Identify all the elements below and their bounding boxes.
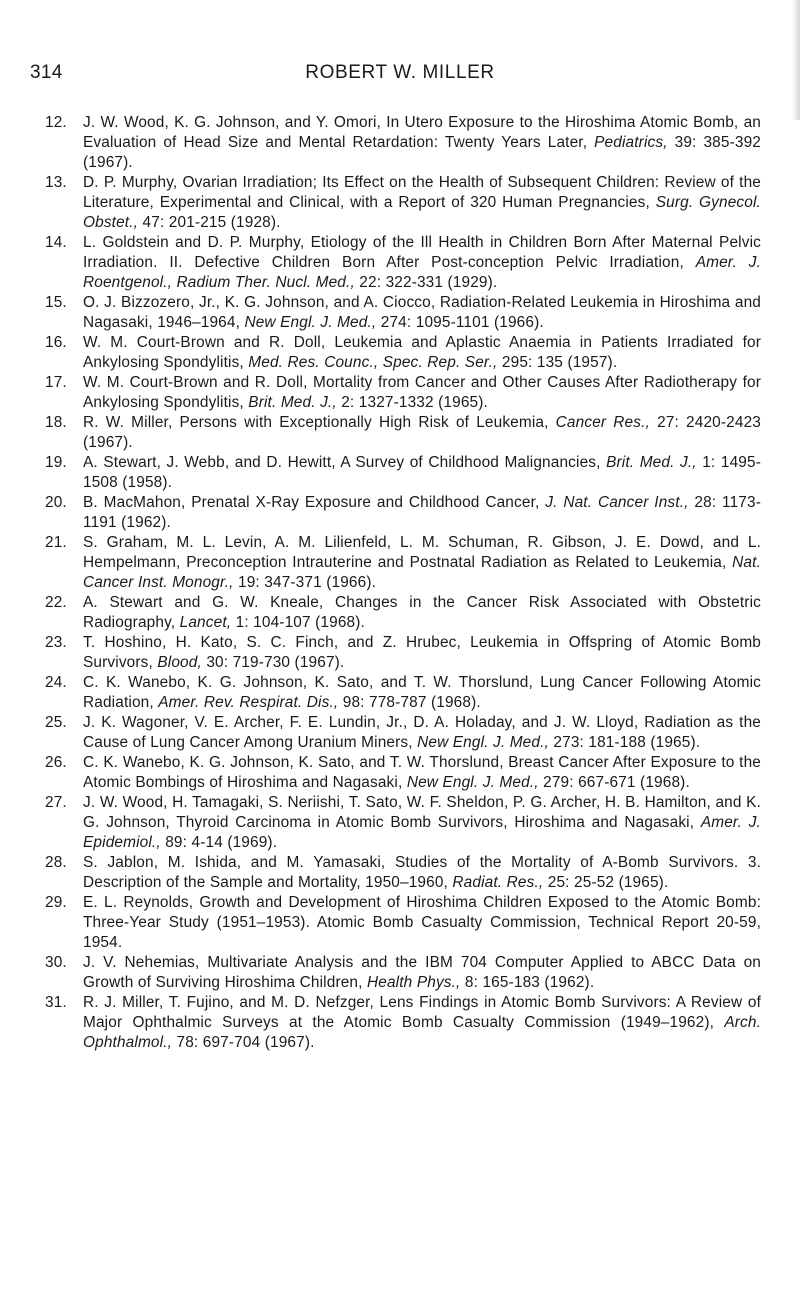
- reference-volume-pages: 47: 201-215 (1928).: [138, 214, 281, 231]
- reference-item: [45, 453, 761, 493]
- reference-citation: C. K. Wanebo, K. G. Johnson, K. Sato, and T. W. Thorslund, Lung Cancer Following Atomic Radiation,: [83, 674, 761, 711]
- reference-text: [83, 634, 761, 671]
- reference-citation: S. Jablon, M. Ishida, and M. Yamasaki, Studies of the Mortality of A-Bomb Survivors. 3. Description of the Sample and Mortality, 1950–1960,: [83, 854, 761, 891]
- reference-journal: Arch. Ophthalmol.,: [83, 1014, 761, 1051]
- reference-journal: Nat. Cancer Inst. Monogr.,: [83, 554, 761, 591]
- reference-item: [45, 633, 761, 673]
- reference-text: [83, 374, 761, 411]
- reference-number: 24.: [45, 674, 67, 691]
- reference-number: 18.: [45, 414, 67, 431]
- reference-journal: Med. Res. Counc., Spec. Rep. Ser.,: [248, 354, 498, 371]
- reference-item: [45, 993, 761, 1053]
- reference-volume-pages: 19: 347-371 (1966).: [233, 574, 377, 591]
- reference-journal: Lancet,: [179, 614, 232, 631]
- reference-citation: A. Stewart, J. Webb, and D. Hewitt, A Survey of Childhood Malignancies,: [83, 454, 607, 471]
- reference-journal: Surg. Gynecol. Obstet.,: [83, 194, 761, 231]
- reference-item: [45, 673, 761, 713]
- reference-journal: Brit. Med. J.,: [248, 394, 337, 411]
- reference-volume-pages: 1: 104-107 (1968).: [231, 614, 365, 631]
- reference-volume-pages: 39: 385-392 (1967).: [83, 134, 761, 171]
- reference-citation: O. J. Bizzozero, Jr., K. G. Johnson, and A. Ciocco, Radiation-Related Leukemia in Hiroshima and Nagasaki, 1946–1964,: [83, 294, 761, 331]
- reference-number: 25.: [45, 714, 67, 731]
- reference-journal: New Engl. J. Med.,: [406, 774, 539, 791]
- reference-item: [45, 753, 761, 793]
- reference-volume-pages: 27: 2420-2423 (1967).: [83, 414, 761, 451]
- reference-text: [83, 494, 761, 531]
- reference-number: 17.: [45, 374, 67, 391]
- reference-text: [83, 954, 761, 991]
- reference-text: [83, 674, 761, 711]
- page-number: 314: [30, 62, 63, 83]
- reference-volume-pages: 273: 181-188 (1965).: [548, 734, 701, 751]
- reference-text: [83, 794, 761, 851]
- reference-volume-pages: 30: 719-730 (1967).: [201, 654, 345, 671]
- reference-citation: E. L. Reynolds, Growth and Development of Hiroshima Children Exposed to the Atomic Bomb: Three-Year Study (1951–1953). Atomic Bomb Casualty Commission, Technical Report 20-59, 1954.: [83, 894, 761, 951]
- reference-number: 16.: [45, 334, 67, 351]
- reference-journal: Pediatrics,: [594, 134, 668, 151]
- reference-volume-pages: 25: 25-52 (1965).: [543, 874, 669, 891]
- reference-citation: A. Stewart and G. W. Kneale, Changes in the Cancer Risk Associated with Obstetric Radiography,: [83, 594, 761, 631]
- reference-citation: C. K. Wanebo, K. G. Johnson, K. Sato, and T. W. Thorslund, Breast Cancer After Exposure to the Atomic Bombings of Hiroshima and Nagasaki,: [83, 754, 761, 791]
- reference-volume-pages: 295: 135 (1957).: [497, 354, 618, 371]
- reference-item: [45, 113, 761, 173]
- reference-journal: New Engl. J. Med.,: [417, 734, 549, 751]
- reference-item: [45, 893, 761, 953]
- page-edge-shadow: [792, 0, 800, 120]
- reference-item: [45, 493, 761, 533]
- reference-journal: Amer. J. Roentgenol., Radium Ther. Nucl. Med.,: [83, 254, 761, 291]
- reference-text: [83, 754, 761, 791]
- reference-citation: W. M. Court-Brown and R. Doll, Mortality from Cancer and Other Causes After Radiotherapy for Ankylosing Spondylitis,: [83, 374, 761, 411]
- reference-journal: Brit. Med. J.,: [606, 454, 697, 471]
- reference-volume-pages: 8: 165-183 (1962).: [460, 974, 595, 991]
- reference-number: 31.: [45, 994, 67, 1011]
- reference-number: 30.: [45, 954, 67, 971]
- page-header: [30, 62, 770, 88]
- reference-item: [45, 713, 761, 753]
- reference-number: 14.: [45, 234, 67, 251]
- reference-item: [45, 533, 761, 593]
- reference-text: [83, 114, 761, 171]
- reference-item: [45, 333, 761, 373]
- reference-item: [45, 233, 761, 293]
- reference-text: [83, 594, 761, 631]
- reference-number: 12.: [45, 114, 67, 131]
- reference-journal: Radiat. Res.,: [452, 874, 544, 891]
- reference-volume-pages: 279: 667-671 (1968).: [538, 774, 690, 791]
- reference-citation: R. W. Miller, Persons with Exceptionally High Risk of Leukemia,: [83, 414, 556, 431]
- reference-journal: Blood,: [157, 654, 202, 671]
- reference-text: [83, 454, 761, 491]
- reference-item: [45, 373, 761, 413]
- reference-citation: J. K. Wagoner, V. E. Archer, F. E. Lundin, Jr., D. A. Holaday, and J. W. Lloyd, Radiation as the Cause of Lung Cancer Among Uranium Miners,: [83, 714, 761, 751]
- reference-item: [45, 853, 761, 893]
- reference-text: [83, 234, 761, 291]
- reference-text: [83, 714, 761, 751]
- reference-number: 13.: [45, 174, 67, 191]
- reference-number: 23.: [45, 634, 67, 651]
- reference-citation: D. P. Murphy, Ovarian Irradiation; Its Effect on the Health of Subsequent Children: Review of the Literature, Experimental and Clinical, with a Report of 320 Human Pregnancies,: [83, 174, 761, 211]
- reference-journal: Health Phys.,: [367, 974, 461, 991]
- reference-text: [83, 854, 761, 891]
- reference-volume-pages: 2: 1327-1332 (1965).: [336, 394, 488, 411]
- reference-text: [83, 174, 761, 231]
- reference-number: 20.: [45, 494, 67, 511]
- reference-journal: Cancer Res.,: [555, 414, 650, 431]
- reference-citation: J. W. Wood, H. Tamagaki, S. Neriishi, T. Sato, W. F. Sheldon, P. G. Archer, H. B. Hamilton, and K. G. Johnson, Thyroid Carcinoma in Atomic Bomb Survivors, Hiroshima and Nagasaki,: [83, 794, 761, 831]
- reference-item: [45, 953, 761, 993]
- reference-journal: Amer. Rev. Respirat. Dis.,: [158, 694, 339, 711]
- reference-text: [83, 414, 761, 451]
- reference-number: 26.: [45, 754, 67, 771]
- reference-volume-pages: 78: 697-704 (1967).: [172, 1034, 315, 1051]
- reference-journal: J. Nat. Cancer Inst.,: [545, 494, 689, 511]
- reference-citation: T. Hoshino, H. Kato, S. C. Finch, and Z. Hrubec, Leukemia in Offspring of Atomic Bomb Survivors,: [83, 634, 761, 671]
- reference-number: 29.: [45, 894, 67, 911]
- running-head: ROBERT W. MILLER: [305, 62, 495, 83]
- reference-text: [83, 294, 761, 331]
- reference-volume-pages: 98: 778-787 (1968).: [338, 694, 481, 711]
- reference-journal: Amer. J. Epidemiol.,: [83, 814, 761, 851]
- reference-item: [45, 793, 761, 853]
- reference-number: 15.: [45, 294, 67, 311]
- reference-list: [45, 113, 761, 1053]
- reference-item: [45, 293, 761, 333]
- reference-item: [45, 413, 761, 453]
- reference-item: [45, 173, 761, 233]
- reference-text: [83, 334, 761, 371]
- reference-volume-pages: 22: 322-331 (1929).: [354, 274, 498, 291]
- reference-citation: B. MacMahon, Prenatal X-Ray Exposure and Childhood Cancer,: [83, 494, 546, 511]
- reference-number: 19.: [45, 454, 67, 471]
- reference-citation: S. Graham, M. L. Levin, A. M. Lilienfeld, L. M. Schuman, R. Gibson, J. E. Dowd, and L. Hempelmann, Preconception Intrauterine and Postnatal Radiation as Related to Leukemia,: [83, 534, 761, 571]
- reference-number: 22.: [45, 594, 67, 611]
- reference-number: 27.: [45, 794, 67, 811]
- reference-volume-pages: 28: 1173-1191 (1962).: [83, 494, 761, 531]
- reference-volume-pages: 1: 1495-1508 (1958).: [83, 454, 761, 491]
- reference-volume-pages: 89: 4-14 (1969).: [160, 834, 278, 851]
- reference-citation: L. Goldstein and D. P. Murphy, Etiology of the Ill Health in Children Born After Maternal Pelvic Irradiation. II. Defective Children Born After Post-conception Pelvic Irradiation,: [83, 234, 761, 271]
- reference-text: [83, 534, 761, 591]
- reference-number: 21.: [45, 534, 67, 551]
- reference-number: 28.: [45, 854, 67, 871]
- reference-item: [45, 593, 761, 633]
- reference-citation: R. J. Miller, T. Fujino, and M. D. Nefzger, Lens Findings in Atomic Bomb Survivors: A Review of Major Ophthalmic Surveys at the Atomic Bomb Casualty Commission (1949–1962),: [83, 994, 761, 1031]
- reference-text: [83, 994, 761, 1051]
- reference-text: [83, 894, 761, 951]
- reference-citation: J. V. Nehemias, Multivariate Analysis and the IBM 704 Computer Applied to ABCC Data on Growth of Surviving Hiroshima Children,: [83, 954, 761, 991]
- reference-citation: J. W. Wood, K. G. Johnson, and Y. Omori, In Utero Exposure to the Hiroshima Atomic Bomb, an Evaluation of Head Size and Mental Retardation: Twenty Years Later,: [83, 114, 761, 151]
- reference-citation: W. M. Court-Brown and R. Doll, Leukemia and Aplastic Anaemia in Patients Irradiated for Ankylosing Spondylitis,: [83, 334, 761, 371]
- reference-journal: New Engl. J. Med.,: [244, 314, 377, 331]
- reference-volume-pages: 274: 1095-1101 (1966).: [376, 314, 544, 331]
